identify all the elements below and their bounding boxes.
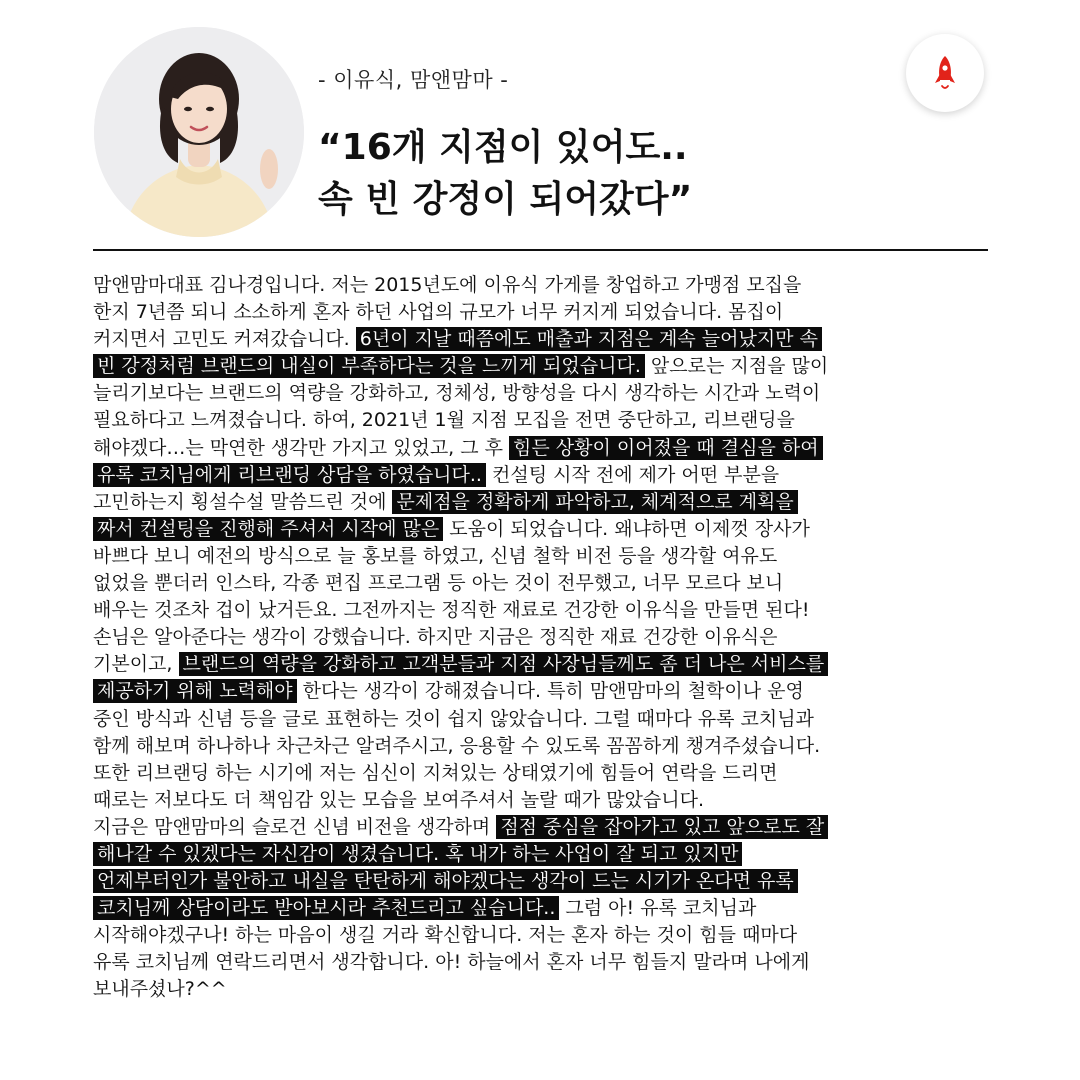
- body-text-segment: 커지면서 고민도 커져갔습니다.: [93, 328, 356, 351]
- rocket-badge: [906, 34, 984, 112]
- body-text-segment: 시작해야겠구나! 하는 마음이 생길 거라 확신합니다. 저는 혼자 하는 것이 힘들 때마다: [93, 924, 798, 947]
- highlighted-text: 문제점을 정확하게 파악하고, 체계적으로 계획을: [392, 490, 797, 514]
- body-text-segment: 또한 리브랜딩 하는 시기에 저는 심신이 지쳐있는 상태였기에 힘들어 연락을 드리면: [93, 761, 778, 784]
- body-text-segment: 바쁘다 보니 예전의 방식으로 늘 홍보를 하였고, 신념 철학 비전 등을 생각할 여유도: [93, 544, 778, 567]
- byline: - 이유식, 맘앤맘마 -: [318, 68, 509, 92]
- body-text-segment: 기본이고,: [93, 653, 179, 676]
- body-line: [93, 462, 1023, 489]
- body-line: [93, 597, 1023, 624]
- body-text-segment: 그럼 아! 유록 코치님과: [559, 897, 757, 920]
- body-text-segment: 맘앤맘마대표 김나경입니다. 저는 2015년도에 이유식 가게를 창업하고 가맹점 모집을: [93, 274, 802, 296]
- title-line-1: “16개 지점이 있어도..: [318, 127, 688, 168]
- highlighted-text: 빈 강정처럼 브랜드의 내실이 부족하다는 것을 느끼게 되었습니다.: [93, 354, 645, 378]
- highlighted-text: 제공하기 위해 노력해야: [93, 679, 297, 703]
- body-line: [93, 326, 1023, 353]
- highlighted-text: 언제부터인가 불안하고 내실을 탄탄하게 해야겠다는 생각이 드는 시기가 온다면 유록: [93, 869, 798, 893]
- body-line: [93, 380, 1023, 407]
- body-line: [93, 922, 1023, 949]
- body-text-segment: 보내주셨나?^^: [93, 978, 227, 1001]
- page-title: [318, 122, 878, 226]
- body-text-segment: 앞으로는 지점을 많이: [644, 355, 829, 378]
- avatar: [94, 27, 304, 237]
- body-line: [93, 841, 1023, 868]
- body-line: [93, 760, 1023, 787]
- body-line: [93, 651, 1023, 678]
- body-text-segment: 컨설팅 시작 전에 제가 어떤 부분을: [485, 463, 780, 486]
- body-line: [93, 706, 1023, 733]
- body-text-segment: 늘리기보다는 브랜드의 역량을 강화하고, 정체성, 방향성을 다시 생각하는 시간과 노력이: [93, 382, 821, 405]
- body-line: [93, 435, 1023, 462]
- body-line: [93, 516, 1023, 543]
- highlighted-text: 해나갈 수 있겠다는 자신감이 생겼습니다. 혹 내가 하는 사업이 잘 되고 있지만: [93, 842, 742, 866]
- body-text-segment: 한지 7년쯤 되니 소소하게 혼자 하던 사업의 규모가 너무 커지게 되었습니다. 몸집이: [93, 301, 784, 324]
- body-line: [93, 272, 1023, 299]
- body-text-segment: 도움이 되었습니다. 왜냐하면 이제껏 장사가: [443, 517, 810, 540]
- body-text-segment: 중인 방식과 신념 등을 글로 표현하는 것이 쉽지 않았습니다. 그럴 때마다 유록 코치님과: [93, 707, 814, 730]
- body-text-segment: 해야겠다…는 막연한 생각만 가지고 있었고, 그 후: [93, 436, 510, 459]
- portrait-illustration: [94, 27, 304, 237]
- highlighted-text: 브랜드의 역량을 강화하고 고객분들과 지점 사장님들께도 좀 더 나은 서비스를: [179, 652, 829, 676]
- rocket-icon: [906, 34, 984, 112]
- title-line-2: 속 빈 강정이 되어갔다”: [318, 179, 693, 220]
- body-line: [93, 543, 1023, 570]
- highlighted-text: 짜서 컨설팅을 진행해 주셔서 시작에 많은: [93, 517, 443, 541]
- body-line: [93, 949, 1023, 976]
- body-line: [93, 868, 1023, 895]
- body-line: [93, 570, 1023, 597]
- body-line: [93, 353, 1023, 380]
- body-text-segment: 없었을 뿐더러 인스타, 각종 편집 프로그램 등 아는 것이 전무했고, 너무 모르다 보니: [93, 572, 784, 595]
- highlighted-text: 코치님께 상담이라도 받아보시라 추천드리고 싶습니다..: [93, 896, 559, 920]
- body-line: [93, 489, 1023, 516]
- body-line: [93, 407, 1023, 434]
- body-line: [93, 678, 1023, 705]
- body-line: [93, 787, 1023, 814]
- body-line: [93, 976, 1023, 1003]
- highlighted-text: 점점 중심을 잡아가고 있고 앞으로도 잘: [496, 815, 828, 839]
- highlighted-text: 6년이 지날 때쯤에도 매출과 지점은 계속 늘어났지만 속: [356, 327, 822, 351]
- body-line: [93, 895, 1023, 922]
- body-text-segment: 지금은 맘앤맘마의 슬로건 신념 비전을 생각하며: [93, 815, 497, 838]
- body-text-segment: 손님은 알아준다는 생각이 강했습니다. 하지만 지금은 정직한 재료 건강한 이유식은: [93, 626, 778, 649]
- body-text-segment: 함께 해보며 하나하나 차근차근 알려주시고, 응용할 수 있도록 꼼꼼하게 챙겨주셨습니다.: [93, 734, 821, 757]
- divider: [93, 249, 988, 251]
- body-line: [93, 624, 1023, 651]
- body-text-segment: 유록 코치님께 연락드리면서 생각합니다. 아! 하늘에서 혼자 너무 힘들지 말라며 나에게: [93, 951, 810, 974]
- body-text-segment: 때로는 저보다도 더 책임감 있는 모습을 보여주셔서 놀랄 때가 많았습니다.: [93, 788, 705, 811]
- body-text-segment: 고민하는지 횡설수설 말씀드린 것에: [93, 490, 393, 513]
- highlighted-text: 힘든 상황이 이어졌을 때 결심을 하여: [509, 436, 823, 460]
- testimonial-body: [93, 272, 1023, 1004]
- body-line: [93, 299, 1023, 326]
- body-text-segment: 필요하다고 느껴졌습니다. 하여, 2021년 1월 지점 모집을 전면 중단하고, 리브랜딩을: [93, 409, 795, 432]
- body-line: [93, 733, 1023, 760]
- body-line: [93, 814, 1023, 841]
- body-text-segment: 배우는 것조차 겁이 났거든요. 그전까지는 정직한 재료로 건강한 이유식을 만들면 된다!: [93, 599, 810, 622]
- body-text-segment: 한다는 생각이 강해졌습니다. 특히 맘앤맘마의 철학이나 운영: [296, 680, 804, 703]
- highlighted-text: 유록 코치님에게 리브랜딩 상담을 하였습니다..: [93, 463, 486, 487]
